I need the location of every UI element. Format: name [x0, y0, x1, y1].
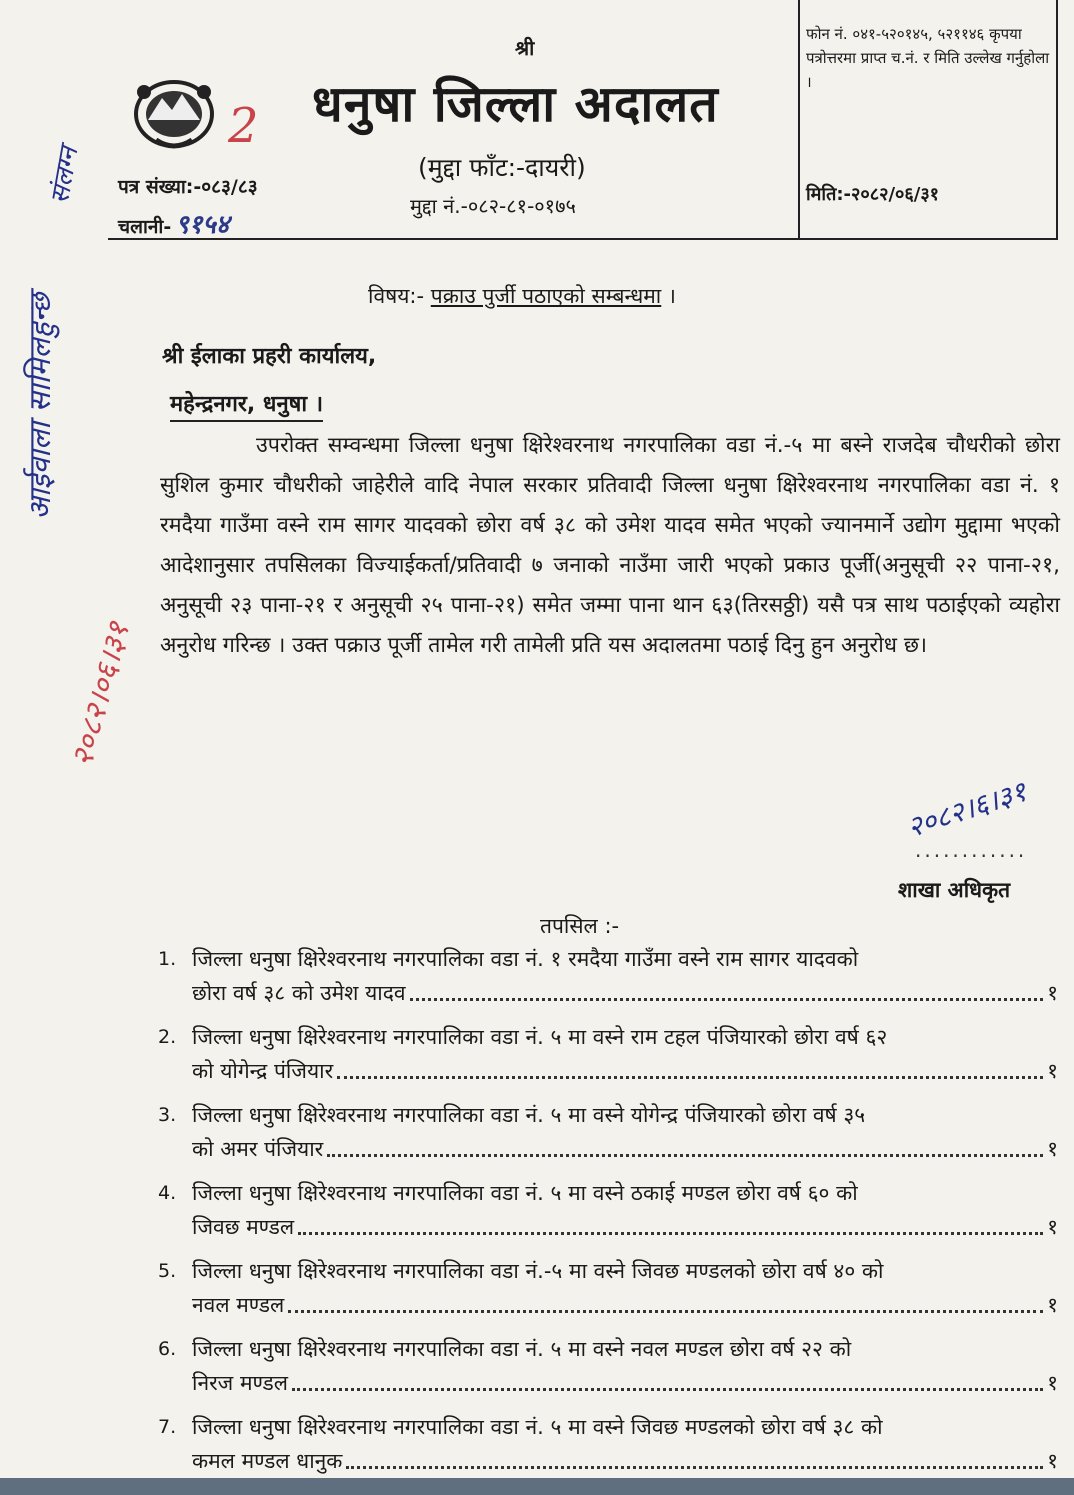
list-item — [158, 1332, 1058, 1400]
item-number: 1. — [158, 948, 177, 970]
item-line1: जिल्ला धनुषा क्षिरेश्वरनाथ नगरपालिका वडा नं. ५ मा वस्ने राम टहल पंजियारको छोरा वर्ष ६२ — [192, 1025, 888, 1049]
dot-leader — [292, 1388, 1043, 1391]
letter-body — [160, 426, 1060, 666]
contact-info: फोन नं. ०४१-५२०१४५, ५२११४६ कृपया पत्रोत्तरमा प्राप्त च.नं. र मिति उल्लेख गर्नुहोला । — [806, 25, 1050, 91]
item-line2: कमल मण्डल धानुक — [192, 1449, 343, 1473]
section-name: (मुद्दा फाँट:-दायरी) — [418, 153, 586, 182]
item-line2: छोरा वर्ष ३८ को उमेश यादव — [192, 981, 406, 1005]
recipient-office: श्री ईलाका प्रहरी कार्यालय, — [162, 344, 377, 369]
handwritten-signature-date: २०८२।६।३१ — [903, 774, 1031, 845]
item-line1: जिल्ला धनुषा क्षिरेश्वरनाथ नगरपालिका वडा नं. ५ मा वस्ने योगेन्द्र पंजियारको छोरा वर्ष ३५ — [192, 1103, 866, 1127]
item-number: 6. — [158, 1338, 177, 1360]
dispatch-handwritten-number: ९१५४ — [175, 210, 230, 240]
item-line1: जिल्ला धनुषा क्षिरेश्वरनाथ नगरपालिका वडा नं. १ रमदैया गाउँमा वस्ने राम सागर यादवको — [192, 947, 859, 971]
dot-leader — [410, 998, 1044, 1001]
recipient-location: महेन्द्रनगर, धनुषा । — [170, 388, 323, 422]
item-number: 4. — [158, 1182, 177, 1204]
body-paragraph: उपरोक्त सम्वन्धमा जिल्ला धनुषा क्षिरेश्वरनाथ नगरपालिका वडा नं.-५ मा बस्ने राजदेब चौधरीको छोरा सुशिल कुमार चौधरीको जाहेरीले वादि नेपाल सरकार प्रतिवादी जिल्ला धनुषा क्षिरेश्वरनाथ नगरपालिका वडा नं. १ रमदैया गाउँमा वस्ने राम सागर यादवको छोरा वर्ष ३८ को उमेश यादव समेत भएको ज्यानमार्ने उद्योग मुद्दामा भएको आदेशानुसार तपसिलका विज्याईकर्ता/प्रतिवादी ७ जनाको नाउँमा जारी भएको प्रकाउ पूर्जी(अनुसूची २२ पाना-२१, अनुसूची २३ पाना-२१ र अनुसूची २५ पाना-२१) समेत जम्मा पाना थान ६३(तिरसठ्ठी) यसै पत्र साथ पठाईएको व्यहोरा अनुरोध गरिन्छ । उक्त पक्राउ पूर्जी तामेल गरी तामेली प्रति यस अदालतमा पठाई दिनु हुन अनुरोध छ। — [160, 433, 1060, 658]
item-number: 5. — [158, 1260, 177, 1282]
list-item — [158, 1254, 1058, 1322]
letter-date: मिति:-२०८२/०६/३१ — [806, 184, 940, 205]
item-count: १ — [1047, 981, 1058, 1005]
schedule-list — [158, 942, 1058, 1488]
signature-dots: ............ — [915, 838, 1028, 862]
scan-bottom-edge — [0, 1478, 1074, 1495]
shri-heading: श्री — [515, 36, 535, 60]
subject-text: पक्राउ पुर्जी पठाएको सम्बन्धमा — [430, 284, 662, 308]
list-item — [158, 1020, 1058, 1088]
dot-leader — [337, 1076, 1043, 1079]
dot-leader — [288, 1310, 1043, 1313]
case-number: मुद्दा नं.-०८२-८१-०१७५ — [410, 194, 576, 218]
item-count: १ — [1047, 1449, 1058, 1473]
list-item — [158, 1410, 1058, 1478]
list-item — [158, 942, 1058, 1010]
item-count: १ — [1047, 1059, 1058, 1083]
item-number: 2. — [158, 1026, 177, 1048]
schedule-heading: तपसिल :- — [540, 914, 620, 938]
dot-leader — [298, 1232, 1043, 1235]
item-line1: जिल्ला धनुषा क्षिरेश्वरनाथ नगरपालिका वडा नं.-५ मा वस्ने जिवछ मण्डलको छोरा वर्ष ४० को — [192, 1259, 884, 1283]
margin-handwritten-note: आईवाला सामिलहुन्छ — [23, 292, 58, 520]
list-item — [158, 1098, 1058, 1166]
item-count: १ — [1047, 1371, 1058, 1395]
item-number: 7. — [158, 1416, 177, 1438]
dispatch-number — [118, 205, 229, 241]
subject-label: विषय:- — [368, 284, 425, 308]
item-line1: जिल्ला धनुषा क्षिरेश्वरनाथ नगरपालिका वडा नं. ५ मा वस्ने ठकाई मण्डल छोरा वर्ष ६० को — [192, 1181, 858, 1205]
item-line1: जिल्ला धनुषा क्षिरेश्वरनाथ नगरपालिका वडा नं. ५ मा वस्ने जिवछ मण्डलको छोरा वर्ष ३८ को — [192, 1415, 883, 1439]
item-line2: को अमर पंजियार — [192, 1137, 324, 1161]
item-line2: को योगेन्द्र पंजियार — [192, 1059, 334, 1083]
header-right-border — [1056, 0, 1058, 238]
court-name: धनुषा जिल्ला अदालत — [312, 75, 719, 133]
signatory-title: शाखा अधिकृत — [898, 878, 1011, 902]
item-count: १ — [1047, 1293, 1058, 1317]
dispatch-label: चलानी- — [118, 216, 172, 238]
item-line2: नवल मण्डल — [192, 1293, 285, 1317]
nepal-emblem-icon — [126, 72, 222, 154]
item-number: 3. — [158, 1104, 177, 1126]
item-count: १ — [1047, 1137, 1058, 1161]
subject-end: । — [667, 284, 676, 308]
header-divider — [798, 0, 800, 238]
red-handwritten-mark: 2 — [228, 98, 259, 154]
item-line2: निरज मण्डल — [192, 1371, 288, 1395]
item-line2: जिवछ मण्डल — [192, 1215, 295, 1239]
subject-line — [368, 282, 676, 310]
item-line1: जिल्ला धनुषा क्षिरेश्वरनाथ नगरपालिका वडा नं. ५ मा वस्ने नवल मण्डल छोरा वर्ष २२ को — [192, 1337, 852, 1361]
red-handwritten-date: २०८२।०६।३१ — [64, 618, 137, 771]
item-count: १ — [1047, 1215, 1058, 1239]
list-item — [158, 1176, 1058, 1244]
dot-leader — [327, 1154, 1043, 1157]
letter-number: पत्र संख्या:-०८३/८३ — [118, 176, 258, 198]
margin-handwritten-note-2: संलग्न — [44, 144, 85, 207]
dot-leader — [346, 1466, 1043, 1469]
